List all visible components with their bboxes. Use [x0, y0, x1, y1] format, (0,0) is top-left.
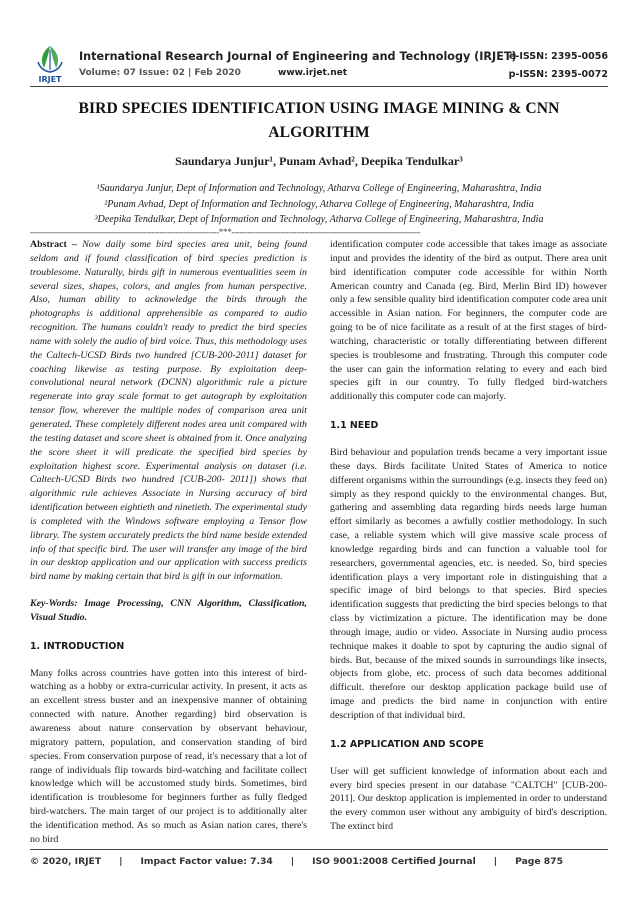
keywords-text: : Image Processing, CNN Algorithm, Classification, Visual Studio.: [30, 598, 307, 623]
section-divider: ----------------------------------------------------------------------***----------------------------------------------------------------------: [30, 227, 421, 237]
affiliations: [30, 181, 608, 228]
introduction-continued: identification computer code accessible that takes image as associate input and provides the identity of the bird as output. There area unit bird identification computer code accessible for within North American country and Canada (eg. Bird, Merlin Bird ID) however only a few sensible quality bird identification computer code area unit accessible in Asian nation. For beginners, the computer code are going to be of nice facilitate as a result of at the first stages of bird-watching, characteristic or totally differentiating between different species is troublesome and frustrating. Through this computer code the user can gain the information relating to every and each bird species gift in our country. To fully fledged bird-watchers additionally this computer code can majorly.: [330, 239, 607, 403]
paper-authors: Saundarya Junjur¹, Punam Avhad², Deepika Tendulkar³: [175, 154, 463, 168]
page-footer: [30, 856, 608, 867]
journal-name: International Research Journal of Engineering and Technology (IRJET): [79, 50, 517, 63]
affiliation-2: ²Punam Avhad, Dept of Information and Technology, Atharva College of Engineering, Maharashtra, India: [104, 198, 534, 210]
left-column: [30, 238, 307, 847]
keywords-label: Key-Words: [30, 598, 75, 610]
footer-copyright: © 2020, IRJET: [30, 856, 102, 867]
introduction-text: Many folks across countries have gotten into this interest of bird-watching as a hobby or extra-curricular activity. In present, it acts as an excellent stress buster and an inexpensive manner of obtaining connected with nature. Another regarding} bird observation is awareness about nature conservation by observant behaviour, migratory pattern, population, and conservation standing of bird species. From conservation purpose of read, it's necessary that a lot of range of individuals flip towards bird-watching and facilitate collect knowledge which will be accustomed study birds. Sometimes, bird identification is troublesome for beginners further as fully fledged bird-watchers. The main target of our project is to additionally alter the identification method. As so much as Asian nation cares, there's no bird: [30, 667, 307, 845]
footer-impact-factor: Impact Factor value: 7.34: [140, 856, 273, 867]
footer-separator: |: [290, 856, 295, 867]
abstract-text: Now daily some bird species area unit, being found seldom and if found classification of bird species prediction is troublesome. Naturally, birds gift in numerous eventualities seem in several sizes, shapes, colors, and angles from human perspective. Also, human ability to acknowledge the birds through the photographs is additional apprehensible as compared to audio recognition. The humans couldn't ready to predict the bird species name with solely the audio of bird voice. Thus, this methodology uses the Caltech-UCSD Birds two hundred [CUB-200-2011] dataset for coaching likewise as testing purpose. By exploitation deep- convolutional neural network (DCNN) algorithmic rule a picture regenerate into gray scale format to get autograph by exploitation tensor flow, wherever the multiple nodes of comparison area unit generated. These completely different nodes area unit compared with the testing dataset and score sheet is obtained from it. Once analyzing the score sheet it will predicate the specified bird species by exploitation highest score. Experimental analysis on dataset (i.e. Caltech-UCSD Birds two hundred [CUB-200- 2011]) shows that algorithmic rule achieves Associate in Nursing accuracy of bird identification between eightieth and ninetieth. The experimental study is completed with the Windows software employing a Tensor flow library. The system accurately predicts the bird name beside extended info of that specific bird. The user will transfer any image of the bird in our desktop application and our application with success predicts bird name by making certain that bird is gift in our information.: [30, 239, 308, 583]
abstract: [30, 238, 307, 584]
right-column: [330, 238, 607, 834]
logo-text: IRJET: [38, 75, 62, 84]
irjet-logo: [30, 42, 70, 84]
footer-iso: ISO 9001:2008 Certified Journal: [312, 856, 476, 867]
abstract-label: Abstract –: [30, 239, 77, 250]
footer-page: Page 875: [515, 856, 563, 867]
footer-separator: |: [119, 856, 123, 867]
header-rule: [30, 86, 608, 87]
need-text: Bird behaviour and population trends became a very important issue these days. Birds facilitate United States of America to notice different organisms within the surroundings (e.g. insects they feed on) simply as they respond quickly to the environmental changes. But, gathering and assembling data regarding birds needs large human effort similarly as becomes a awfully costlier methodology. In such case, a reliable system which will give massive scale process of knowledge regarding birds and can function a valuable tool for researchers, governmental agencies, etc. is needed. So, bird species identification plays a very important role in distinguishing that a specific image of bird belongs to that species. Bird species identification suggests that predicting the bird species belongs to that class by victimization a picture. The identification may be done through image, audio or video. Associate in Nursing audio process technique makes it doable to spot by capturing the audio signal of birds. But, because of the mixed sounds in surroundings like insects, objects from globe, etc. process of such data becomes additional difficult. therefore our desktop application package build use of image and predicts the bird name in conjunction with entire description of that individual bird.: [330, 446, 607, 721]
affiliation-1: ¹Saundarya Junjur, Dept of Information and Technology, Atharva College of Engineering, Maharashtra, India: [96, 183, 542, 194]
footer-rule: [30, 849, 608, 850]
journal-website[interactable]: www.irjet.net: [278, 68, 348, 78]
footer-separator: |: [493, 856, 498, 867]
application-text: User will get sufficient knowledge of information about each and every bird species present in our database "CALTCH" [CUB-200-2011]. Our desktop application is implemented in order to understand the every common user without any ambiguity of bird's description. The extinct bird: [330, 765, 607, 833]
keywords: [30, 597, 307, 625]
section-heading-application: 1.2 APPLICATION AND SCOPE: [330, 738, 484, 750]
journal-header: [30, 42, 608, 84]
paper-title: BIRD SPECIES IDENTIFICATION USING IMAGE MINING & CNN ALGORITHM: [78, 100, 560, 141]
e-issn: e-ISSN: 2395-0056: [508, 51, 608, 62]
section-heading-need: 1.1 NEED: [330, 420, 379, 432]
section-heading-introduction: 1. INTRODUCTION: [30, 640, 125, 652]
p-issn: p-ISSN: 2395-0072: [508, 69, 608, 80]
affiliation-3: ³Deepika Tendulkar, Dept of Information and Technology, Atharva College of Engineering, Maharashtra, India: [94, 214, 544, 225]
volume-issue: Volume: 07 Issue: 02 | Feb 2020: [79, 68, 241, 78]
